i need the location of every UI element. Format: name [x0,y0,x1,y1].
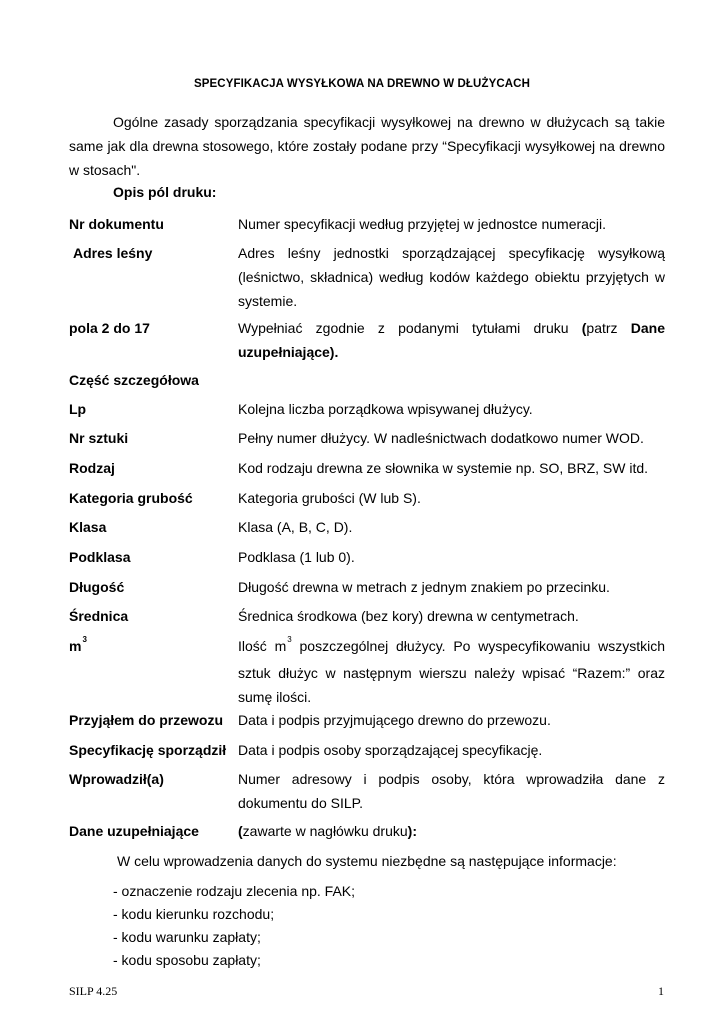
info-sentence: W celu wprowadzenia danych do systemu niezbędne są następujące informacje: [117,853,617,869]
desc-wprowadzil: Numer adresowy i podpis osoby, która wprowadziła dane z dokumentu do SILP. [238,771,665,811]
desc-klasa: Klasa (A, B, C, D). [238,519,353,535]
desc-pola-patrz: patrz [586,320,631,336]
desc-srednica: Średnica środkowa (bez kory) drewna w centymetrach. [238,608,579,624]
desc-podklasa: Podklasa (1 lub 0). [238,549,355,565]
label-lp: Lp [69,401,87,417]
label-m3-sup: 3 [82,635,87,644]
label-m3 [69,634,87,661]
desc-nr-dokumentu: Numer specyfikacji według przyjętej w jednostce numeracji. [238,216,607,232]
intro-paragraph [69,110,665,182]
list-item: - kodu kierunku rozchodu; [113,906,275,922]
label-podklasa: Podklasa [69,549,131,565]
intro-text: Ogólne zasady sporządzania specyfikacji wysyłkowej na drewno w dłużycach są takie same jak dla drewna stosowego, które zostały podane przy “Specyfikacji wysyłkowej na drewno w stosach". [69,114,665,178]
desc-adres-lesny: Adres leśny jednostki sporządzającej specyfikację wysyłkową (leśnictwo, składnica) według kodów każdego obiektu przyjętych w systemie. [238,245,665,309]
desc-dane-close: ): [407,823,417,839]
desc-kategoria: Kategoria grubości (W lub S). [238,490,421,506]
desc-m3 [238,634,665,709]
desc-pola [238,316,665,364]
desc-m3-b: poszczególnej dłużycy. Po wyspecyfikowaniu wszystkich sztuk dłużyc w następnym wierszu należy wpisać “Razem:” oraz sumę ilości. [238,638,665,705]
label-dane: Dane uzupełniające [69,823,199,839]
list-item: - kodu warunku zapłaty; [113,929,261,945]
document-title: SPECYFIKACJA WYSYŁKOWA NA DREWNO W DŁUŻYCACH [194,78,530,90]
section-czesc-szczegolowa: Część szczegółowa [69,372,199,388]
footer-version: SILP 4.25 [69,984,118,998]
desc-pola-paren: ( [581,320,587,336]
label-nr-dokumentu: Nr dokumentu [69,216,164,232]
label-m3-text: m [69,638,82,654]
label-przyjalem: Przyjąłem do przewozu [69,712,224,728]
desc-dane-text: zawarte w nagłówku druku [242,823,408,839]
desc-dlugosc: Długość drewna w metrach z jednym znakiem po przecinku. [238,579,610,595]
label-specyfikacje: Specyfikację sporządził [69,742,227,758]
info-list [113,880,355,972]
label-nr-sztuki: Nr sztuki [69,430,129,446]
desc-lp: Kolejna liczba porządkowa wpisywanej dłużycy. [238,401,533,417]
desc-dane-open: ( [238,823,243,839]
label-pola: pola 2 do 17 [69,320,150,336]
desc-nr-sztuki: Pełny numer dłużycy. W nadleśnictwach dodatkowo numer WOD. [238,430,644,446]
label-klasa: Klasa [69,519,107,535]
desc-pola-text: Wypełniać zgodnie z podanymi tytułami druku [238,320,582,336]
desc-m3-a: Ilość m [238,638,287,654]
desc-specyfikacje: Data i podpis osoby sporządzającej specyfikację. [238,742,543,758]
desc-rodzaj: Kod rodzaju drewna ze słownika w systemie np. SO, BRZ, SW itd. [238,460,649,476]
label-adres-lesny: Adres leśny [73,245,153,261]
label-wprowadzil: Wprowadził(a) [69,771,164,787]
desc-dane [238,819,665,843]
desc-przyjalem: Data i podpis przyjmującego drewno do przewozu. [238,712,551,728]
fields-heading: Opis pól druku: [113,184,217,200]
list-item: - kodu sposobu zapłaty; [113,952,261,968]
label-rodzaj: Rodzaj [69,460,115,476]
list-item: - oznaczenie rodzaju zlecenia np. FAK; [113,883,356,899]
desc-pola-bold: Dane uzupełniające). [238,320,665,360]
label-srednica: Średnica [69,608,129,624]
footer-page-number: 1 [658,984,664,998]
label-dlugosc: Długość [69,579,125,595]
label-kategoria: Kategoria grubość [69,490,193,506]
desc-m3-sup: 3 [287,635,292,644]
